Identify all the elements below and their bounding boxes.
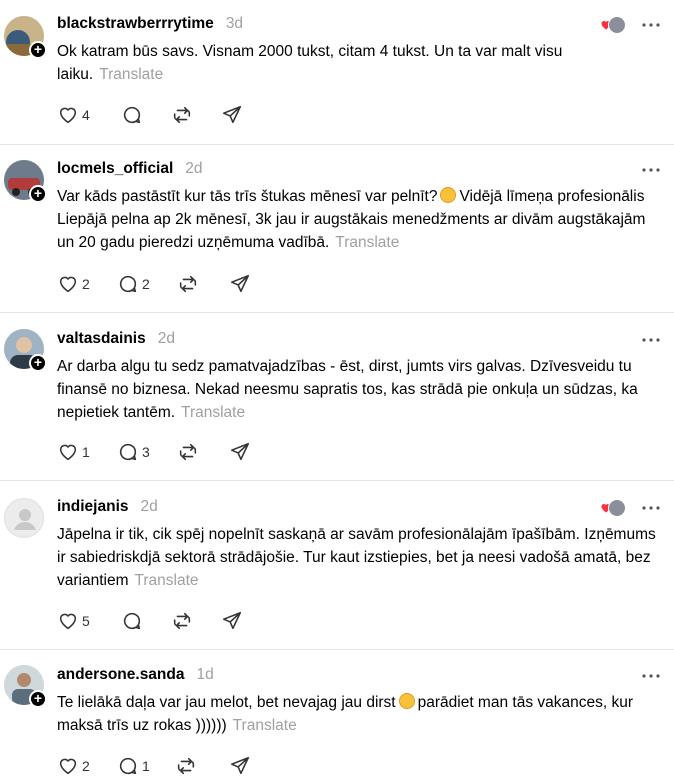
reactors[interactable]: [600, 499, 626, 517]
send-icon: [229, 441, 251, 463]
more-icon[interactable]: [640, 163, 662, 177]
timestamp: 2d: [140, 498, 158, 515]
translate-link[interactable]: Translate: [181, 404, 246, 421]
reply-button[interactable]: [117, 755, 175, 777]
comment-icon: [117, 273, 139, 295]
comment-icon: [117, 755, 139, 777]
reply-post: [0, 481, 674, 650]
like-count: 2: [82, 758, 90, 774]
heart-icon: [57, 610, 79, 632]
reply-count: 1: [142, 758, 150, 774]
username[interactable]: blackstrawberrrytime: [57, 15, 214, 32]
timestamp: 2d: [185, 160, 203, 177]
post-text: [57, 691, 660, 737]
reply-button[interactable]: [121, 104, 171, 126]
post-body-continued: parādiet man tās vakances, kur maksā trīs uz rokas )))))): [57, 694, 633, 734]
comment-icon: [121, 610, 143, 632]
reply-button[interactable]: [117, 273, 177, 295]
avatar[interactable]: [4, 498, 44, 538]
send-icon: [221, 610, 243, 632]
heart-icon: [57, 755, 79, 777]
avatar[interactable]: [4, 665, 44, 705]
repost-button[interactable]: [177, 273, 229, 295]
reply-button[interactable]: [121, 610, 171, 632]
post-body: Ar darba algu tu sedz pamatvajadzības - ēst, dirst, jumts virs galvas. Dzīvesveidu tu finansē no biznesa. Nekad neesmu sapratis tos, kas strādā pie onkuļa un sūdzas, ka nepietiek tantēm.: [57, 358, 638, 421]
post-body: Var kāds pastāstīt kur tās trīs štukas mēnesī var pelnīt?: [57, 188, 438, 205]
post-text: [57, 40, 660, 86]
repost-icon: [177, 441, 199, 463]
reactors[interactable]: [600, 16, 626, 34]
reply-post: [0, 313, 674, 481]
like-button[interactable]: [57, 104, 121, 126]
post-text: [57, 185, 660, 254]
follow-plus-icon[interactable]: +: [29, 185, 47, 203]
send-icon: [229, 755, 251, 777]
reply-post: [0, 650, 674, 783]
smiling-emoji-icon: [399, 693, 415, 709]
username[interactable]: locmels_official: [57, 160, 174, 177]
post-text: [57, 523, 660, 592]
post-body: Te lielākā daļa var jau melot, bet nevajag jau dirst: [57, 694, 396, 711]
laughing-emoji-icon: [440, 187, 456, 203]
repost-button[interactable]: [171, 104, 221, 126]
like-button[interactable]: [57, 755, 117, 777]
like-count: 2: [82, 276, 90, 292]
reply-count: 3: [142, 444, 150, 460]
follow-plus-icon[interactable]: +: [29, 690, 47, 708]
share-button[interactable]: [229, 755, 251, 777]
timestamp: 2d: [157, 330, 175, 347]
comment-icon: [117, 441, 139, 463]
heart-icon: [57, 104, 79, 126]
follow-plus-icon[interactable]: +: [29, 354, 47, 372]
share-button[interactable]: [229, 273, 251, 295]
like-button[interactable]: [57, 610, 121, 632]
reply-post: [0, 145, 674, 313]
post-actions: [57, 103, 243, 127]
post-text: [57, 355, 660, 424]
share-button[interactable]: [221, 610, 243, 632]
repost-icon: [171, 104, 193, 126]
comment-icon: [121, 104, 143, 126]
post-actions: [57, 754, 251, 778]
reactor-avatar: [608, 16, 626, 34]
translate-link[interactable]: Translate: [99, 66, 164, 83]
more-icon[interactable]: [640, 18, 662, 32]
username[interactable]: valtasdainis: [57, 330, 146, 347]
like-count: 4: [82, 107, 90, 123]
repost-icon: [175, 755, 197, 777]
post-actions: [57, 609, 243, 633]
more-icon[interactable]: [640, 333, 662, 347]
repost-button[interactable]: [171, 610, 221, 632]
avatar[interactable]: [4, 160, 44, 200]
timestamp: 3d: [225, 15, 244, 32]
translate-link[interactable]: Translate: [232, 717, 297, 734]
username[interactable]: indiejanis: [57, 498, 129, 515]
post-body: Jāpelna ir tik, cik spēj nopelnīt saskaņā ar savām profesionālajām īpašībām. Izņēmums ir sabiedriskdjā sektorā strādājošie. Tur kaut izstiepies, bet ja neesi vadošā amatā, bez variantiem: [57, 526, 656, 589]
repost-icon: [177, 273, 199, 295]
repost-button[interactable]: [177, 441, 229, 463]
like-count: 5: [82, 613, 90, 629]
translate-link[interactable]: Translate: [335, 234, 400, 251]
avatar[interactable]: [4, 16, 44, 56]
heart-icon: [57, 273, 79, 295]
reply-post: [0, 0, 674, 145]
like-button[interactable]: [57, 273, 117, 295]
heart-icon: [57, 441, 79, 463]
like-button[interactable]: [57, 441, 117, 463]
like-count: 1: [82, 444, 90, 460]
reply-button[interactable]: [117, 441, 177, 463]
repost-icon: [171, 610, 193, 632]
reply-count: 2: [142, 276, 150, 292]
follow-plus-icon[interactable]: +: [29, 41, 47, 59]
post-actions: [57, 440, 251, 464]
send-icon: [221, 104, 243, 126]
more-icon[interactable]: [640, 501, 662, 515]
translate-link[interactable]: Translate: [134, 572, 199, 589]
reactor-avatar: [608, 499, 626, 517]
send-icon: [229, 273, 251, 295]
repost-button[interactable]: [175, 755, 229, 777]
post-body: Ok katram būs savs. Visnam 2000 tukst, citam 4 tukst. Un ta var malt visu laiku.: [57, 43, 563, 83]
avatar[interactable]: [4, 329, 44, 369]
username[interactable]: andersone.sanda: [57, 666, 185, 683]
share-button[interactable]: [229, 441, 251, 463]
share-button[interactable]: [221, 104, 243, 126]
post-actions: [57, 272, 251, 296]
more-icon[interactable]: [640, 669, 662, 683]
timestamp: 1d: [196, 666, 214, 683]
post-body-continued: Vidējā līmeņa profesionālis Liepājā pelna ap 2k mēnesī, 3k jau ir augstākais menedžments ar divām augstākajām un 20 gadu pieredzi uzņēmuma vadībā.: [57, 188, 646, 251]
